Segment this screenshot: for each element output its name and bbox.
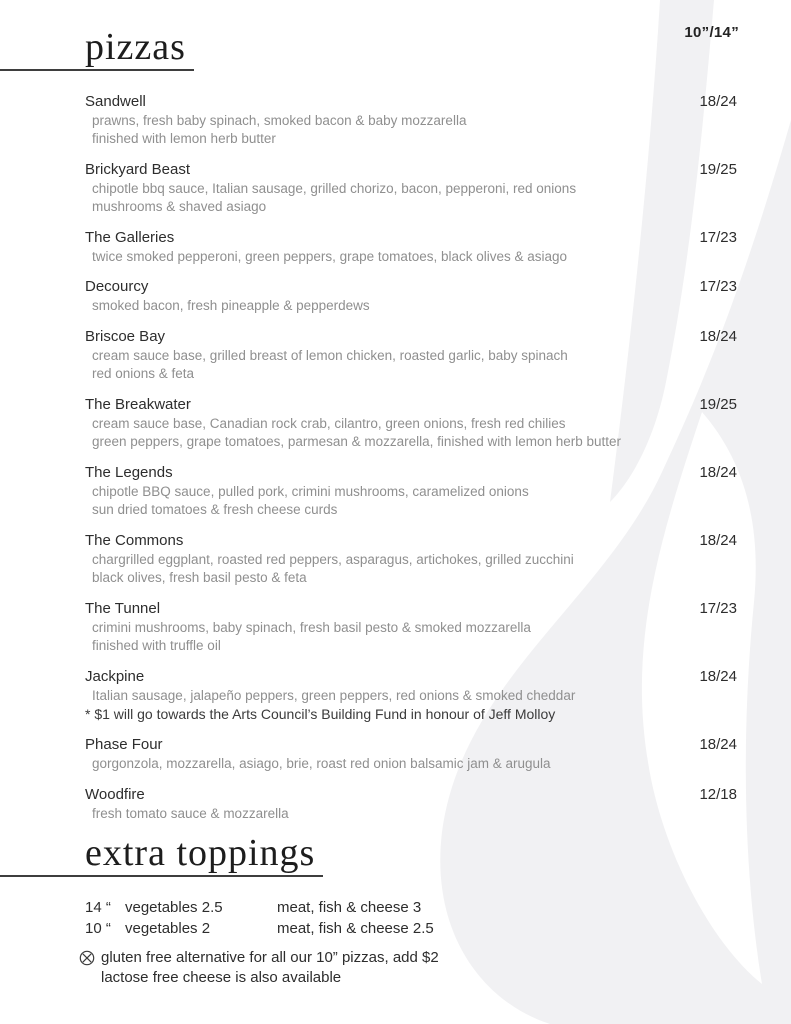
gluten-free-note-row [0,948,791,968]
item-description-line: twice smoked pepperoni, green peppers, grape tomatoes, black olives & asiago [92,248,568,264]
item-name: Briscoe Bay [85,327,166,345]
item-name: The Galleries [85,228,175,246]
toppings-price-rows [0,897,791,939]
item-name: The Tunnel [85,599,161,617]
item-name: Decourcy [85,278,149,296]
item-description-line: finished with truffle oil [92,638,221,654]
extra-toppings-title: extra toppings [85,832,316,875]
item-name: Phase Four [85,736,163,754]
lactose-free-note: lactose free cheese is also available [101,969,342,987]
menu-item-briscoe-bay [0,327,791,384]
item-description-line: fresh tomato sauce & mozzarella [92,805,289,821]
menu-item-decourcy [0,277,791,316]
toppings-veg-price: vegetables 2.5 [125,899,223,917]
item-description-line: prawns, fresh baby spinach, smoked bacon & baby mozzarella [92,112,467,128]
item-description-line: red onions & feta [92,366,195,382]
toppings-size: 14 “ [85,899,111,917]
item-price: 18/24 [699,463,737,481]
menu-item-the-galleries [0,228,791,267]
item-name: The Commons [85,531,184,549]
item-description-line: gorgonzola, mozzarella, asiago, brie, roast red onion balsamic jam & arugula [92,756,551,772]
item-description-line: chipotle BBQ sauce, pulled pork, crimini mushrooms, caramelized onions [92,483,529,499]
toppings-size: 10 “ [85,920,111,938]
item-description-line: black olives, fresh basil pesto & feta [92,570,307,586]
item-price: 17/23 [699,599,737,617]
toppings-row-14 [0,897,791,918]
section-heading-pizzas [0,28,194,71]
gluten-free-icon [79,950,95,966]
item-price: 18/24 [699,736,737,754]
item-description-line: mushrooms & shaved asiago [92,199,267,215]
toppings-meat-price: meat, fish & cheese 3 [277,899,422,917]
item-price: 17/23 [699,278,737,296]
toppings-veg-price: vegetables 2 [125,920,211,938]
item-price: 19/25 [699,395,737,413]
item-description-line: Italian sausage, jalapeño peppers, green peppers, red onions & smoked cheddar [92,687,576,703]
menu-item-phase-four [0,735,791,774]
item-price: 18/24 [699,667,737,685]
item-price: 12/18 [699,785,737,803]
menu-item-the-tunnel [0,599,791,656]
pizza-item-list [0,92,791,824]
item-description-line: crimini mushrooms, baby spinach, fresh basil pesto & smoked mozzarella [92,619,531,635]
toppings-row-10 [0,918,791,939]
item-description-line: finished with lemon herb butter [92,131,276,147]
menu-item-the-commons [0,531,791,588]
size-column-header: 10”/14” [684,24,739,41]
menu-item-sandwell [0,92,791,149]
item-description-line: smoked bacon, fresh pineapple & pepperdews [92,298,370,314]
item-charity-note: * $1 will go towards the Arts Council’s Building Fund in honour of Jeff Molloy [85,706,556,723]
item-name: Sandwell [85,92,146,110]
item-name: Brickyard Beast [85,160,191,178]
item-description-line: chipotle bbq sauce, Italian sausage, grilled chorizo, bacon, pepperoni, red onions [92,180,577,196]
menu-item-woodfire [0,785,791,824]
item-price: 18/24 [699,92,737,110]
menu-item-the-breakwater [0,395,791,452]
item-name: Jackpine [85,667,145,685]
gluten-free-note: gluten free alternative for all our 10” pizzas, add $2 [101,949,439,967]
menu-item-the-legends [0,463,791,520]
extra-toppings-section [0,834,791,988]
item-description-line: chargrilled eggplant, roasted red peppers, asparagus, artichokes, grilled zucchini [92,551,574,567]
item-description-line: cream sauce base, Canadian rock crab, cilantro, green onions, fresh red chilies [92,415,566,431]
item-name: Woodfire [85,785,145,803]
item-price: 17/23 [699,228,737,246]
toppings-meat-price: meat, fish & cheese 2.5 [277,920,434,938]
item-description-line: cream sauce base, grilled breast of lemon chicken, roasted garlic, baby spinach [92,347,568,363]
menu-item-brickyard-beast [0,160,791,217]
item-description-line: sun dried tomatoes & fresh cheese curds [92,502,338,518]
item-description-line: green peppers, grape tomatoes, parmesan & mozzarella, finished with lemon herb butter [92,434,622,450]
item-name: The Breakwater [85,395,191,413]
menu-item-jackpine [0,667,791,725]
item-name: The Legends [85,463,173,481]
section-heading-extra-toppings [0,834,323,877]
pizzas-title: pizzas [85,26,186,68]
item-price: 18/24 [699,327,737,345]
item-price: 18/24 [699,531,737,549]
item-price: 19/25 [699,160,737,178]
